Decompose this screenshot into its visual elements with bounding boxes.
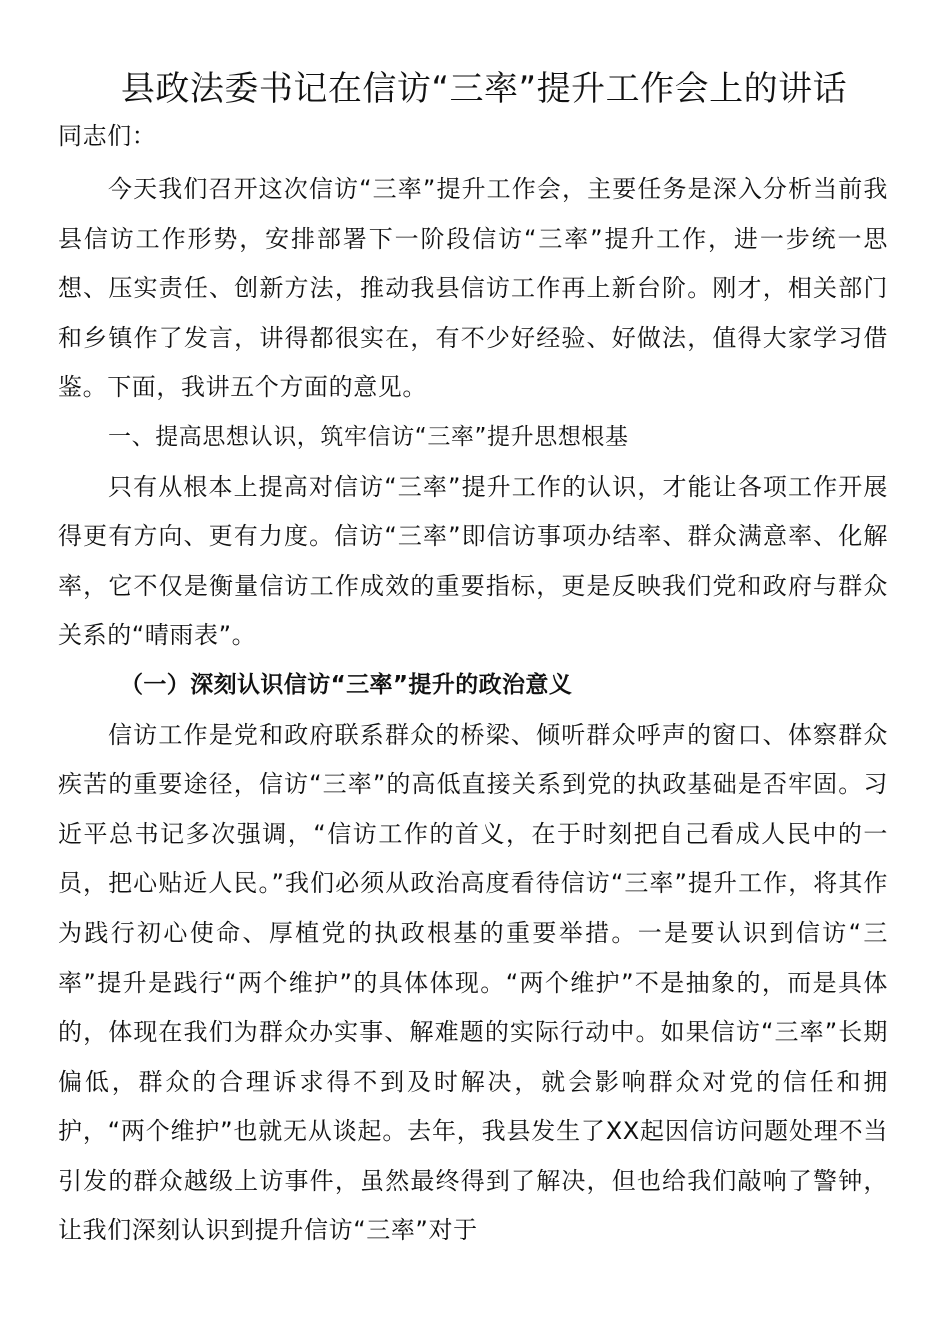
subsection-heading-1: （一）深刻认识信访“三率”提升的政治意义 [120,671,573,698]
intro-paragraph: 今天我们召开这次信访“三率”提升工作会，主要任务是深入分析当前我县信访工作形势，安排部署下一阶段信访“三率”提升工作，进一步统一思想、压实责任、创新方法，推动我县信访工作再上新台阶。刚才，相关部门和乡镇作了发言，讲得都很实在，有不少好经验、好做法，值得大家学习借鉴。下面，我讲五个方面的意见。 [58,175,888,402]
section-1-paragraph: 只有从根本上提高对信访“三率”提升工作的认识，才能让各项工作开展得更有方向、更有力度。信访“三率”即信访事项办结率、群众满意率、化解率，它不仅是衡量信访工作成效的重要指标，更是反映我们党和政府与群众关系的“晴雨表”。 [58,472,888,650]
subsection-1-paragraph: 信访工作是党和政府联系群众的桥梁、倾听群众呼声的窗口、体察群众疾苦的重要途径，信访“三率”的高低直接关系到党的执政基础是否牢固。习近平总书记多次强调，“信访工作的首义，在于时刻把自己看成人民中的一员，把心贴近人民。”我们必须从政治高度看待信访“三率”提升工作，将其作为践行初心使命、厚植党的执政根基的重要举措。一是要认识到信访“三率”提升是践行“两个维护”的具体体现。“两个维护”不是抽象的，而是具体的，体现在我们为群众办实事、解难题的实际行动中。如果信访“三率”长期偏低，群众的合理诉求得不到及时解决，就会影响群众对党的信任和拥护，“两个维护”也就无从谈起。去年，我县发生了XX起因信访问题处理不当引发的群众越级上访事件，虽然最终得到了解决，但也给我们敲响了警钟，让我们深刻认识到提升信访“三率”对于 [58,720,888,1245]
section-heading-1: 一、提高思想认识，筑牢信访“三率”提升思想根基 [108,423,629,450]
greeting: 同志们： [58,122,157,150]
document-page [58,62,888,1256]
document-title: 县政法委书记在信访“三率”提升工作会上的讲话 [120,69,848,109]
